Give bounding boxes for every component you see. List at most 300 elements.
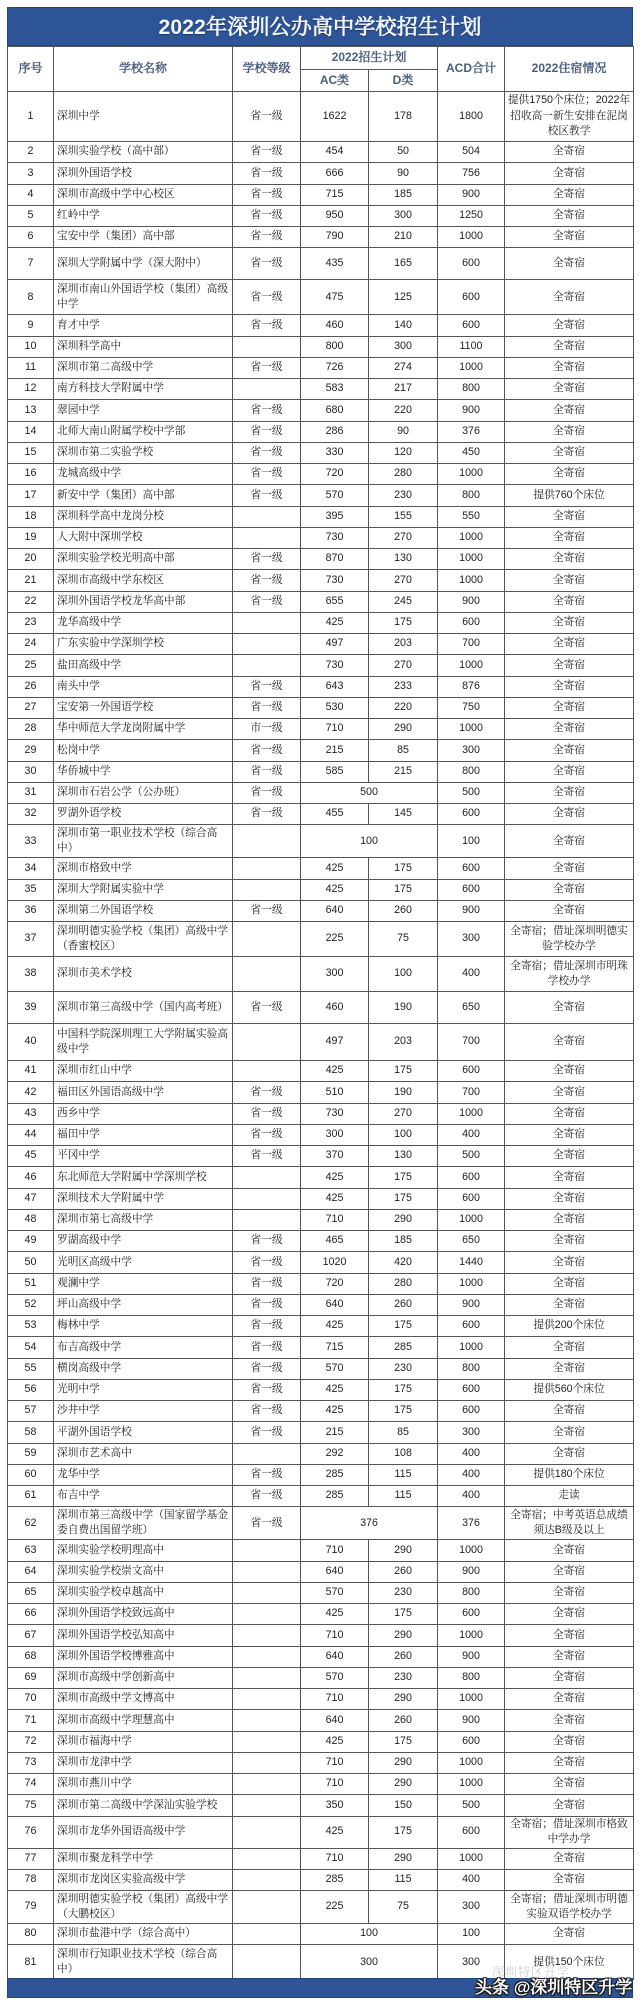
cell-school-level xyxy=(233,655,301,676)
table-row xyxy=(8,163,634,184)
cell-school-name: 深圳市龙华外国语高级中学 xyxy=(54,1816,233,1848)
cell-d: 85 xyxy=(369,1422,438,1443)
cell-school-name: 宝安中学（集团）高中部 xyxy=(54,227,233,248)
cell-school-name: 深圳外国语学校龙华高中部 xyxy=(54,591,233,612)
cell-accommodation: 全寄宿 xyxy=(505,1209,634,1230)
cell-ac: 425 xyxy=(301,879,369,900)
table-row xyxy=(8,1358,634,1379)
table-row xyxy=(8,357,634,378)
cell-index: 50 xyxy=(8,1252,54,1273)
header-d: D类 xyxy=(369,70,438,92)
cell-accommodation: 全寄宿 xyxy=(505,1869,634,1890)
cell-d: 175 xyxy=(369,858,438,879)
cell-acd-total: 600 xyxy=(438,1188,505,1209)
cell-accommodation: 全寄宿；借址深圳市格致中学办学 xyxy=(505,1816,634,1848)
cell-ac: 730 xyxy=(301,527,369,548)
cell-d: 220 xyxy=(369,400,438,421)
cell-index: 35 xyxy=(8,879,54,900)
cell-index: 76 xyxy=(8,1816,54,1848)
cell-ac: 790 xyxy=(301,227,369,248)
cell-acd-total: 1800 xyxy=(438,92,505,142)
table-row xyxy=(8,992,634,1024)
cell-ac: 585 xyxy=(301,761,369,782)
cell-school-level: 省一级 xyxy=(233,1273,301,1294)
cell-school-level xyxy=(233,922,301,957)
cell-school-level: 省一级 xyxy=(233,1379,301,1400)
cell-index: 80 xyxy=(8,1924,54,1945)
table-row xyxy=(8,1082,634,1103)
cell-school-name: 广东实验中学深圳学校 xyxy=(54,634,233,655)
cell-d: 100 xyxy=(369,1124,438,1145)
cell-accommodation: 全寄宿 xyxy=(505,992,634,1024)
table-row xyxy=(8,379,634,400)
cell-ac: 720 xyxy=(301,464,369,485)
cell-acd-total: 900 xyxy=(438,184,505,205)
cell-accommodation: 全寄宿 xyxy=(505,205,634,226)
cell-d: 260 xyxy=(369,1294,438,1315)
cell-school-level: 省一级 xyxy=(233,1316,301,1337)
cell-school-name: 深圳市美术学校 xyxy=(54,957,233,992)
table-row xyxy=(8,655,634,676)
cell-ac: 570 xyxy=(301,1358,369,1379)
cell-school-name: 深圳市第二高级中学 xyxy=(54,357,233,378)
cell-d: 290 xyxy=(369,1540,438,1561)
cell-index: 41 xyxy=(8,1061,54,1082)
cell-accommodation: 全寄宿 xyxy=(505,1146,634,1167)
cell-ac: 640 xyxy=(301,900,369,921)
cell-acd-total: 400 xyxy=(438,1124,505,1145)
cell-d: 185 xyxy=(369,184,438,205)
cell-accommodation: 全寄宿 xyxy=(505,1443,634,1464)
cell-school-level: 省一级 xyxy=(233,761,301,782)
cell-school-name: 深圳市南山外国语学校（集团）高级中学 xyxy=(54,280,233,315)
cell-d: 178 xyxy=(369,92,438,142)
cell-acd-total: 1000 xyxy=(438,1774,505,1795)
cell-ac: 730 xyxy=(301,1103,369,1124)
cell-school-level: 省一级 xyxy=(233,1507,301,1540)
cell-d: 230 xyxy=(369,485,438,506)
cell-school-name: 深圳市盐港中学（综合高中） xyxy=(54,1924,233,1945)
cell-accommodation: 全寄宿 xyxy=(505,697,634,718)
cell-school-name: 深圳市高级中学理慧高中 xyxy=(54,1710,233,1731)
cell-school-level xyxy=(233,612,301,633)
cell-ac: 530 xyxy=(301,697,369,718)
cell-school-level: 省一级 xyxy=(233,804,301,825)
cell-accommodation: 全寄宿 xyxy=(505,1401,634,1422)
cell-ac: 215 xyxy=(301,1422,369,1443)
header-index: 序号 xyxy=(8,47,54,92)
cell-school-level xyxy=(233,879,301,900)
cell-d: 230 xyxy=(369,1582,438,1603)
cell-index: 49 xyxy=(8,1231,54,1252)
cell-ac: 300 xyxy=(301,957,369,992)
cell-index: 24 xyxy=(8,634,54,655)
cell-ac: 710 xyxy=(301,1540,369,1561)
cell-d: 175 xyxy=(369,879,438,900)
cell-ac: 715 xyxy=(301,184,369,205)
cell-school-name: 深圳实验学校卓越高中 xyxy=(54,1582,233,1603)
cell-accommodation: 全寄宿 xyxy=(505,591,634,612)
cell-accommodation: 全寄宿 xyxy=(505,655,634,676)
table-row xyxy=(8,804,634,825)
table-row xyxy=(8,1443,634,1464)
cell-acd-total: 900 xyxy=(438,900,505,921)
table-row xyxy=(8,315,634,336)
cell-acd-total: 600 xyxy=(438,1316,505,1337)
cell-ac: 395 xyxy=(301,506,369,527)
table-row xyxy=(8,1294,634,1315)
cell-school-level xyxy=(233,1891,301,1924)
cell-index: 8 xyxy=(8,280,54,315)
cell-index: 23 xyxy=(8,612,54,633)
cell-d: 290 xyxy=(369,1209,438,1230)
cell-acd-total: 1000 xyxy=(438,570,505,591)
enrollment-table xyxy=(7,46,634,1980)
cell-d: 155 xyxy=(369,506,438,527)
cell-d: 130 xyxy=(369,549,438,570)
cell-accommodation: 提供200个床位 xyxy=(505,1316,634,1337)
cell-accommodation: 全寄宿 xyxy=(505,1710,634,1731)
source-watermark: 头条 @深圳特区升学 xyxy=(475,1978,633,1997)
cell-index: 6 xyxy=(8,227,54,248)
cell-d: 260 xyxy=(369,1710,438,1731)
cell-acd-total: 700 xyxy=(438,1024,505,1061)
cell-acd-total: 600 xyxy=(438,879,505,900)
cell-accommodation: 提供150个床位 xyxy=(505,1945,634,1980)
cell-school-name: 沙井中学 xyxy=(54,1401,233,1422)
cell-school-name: 深圳市龙津中学 xyxy=(54,1752,233,1773)
cell-ac-d-combined: 100 xyxy=(301,825,438,858)
cell-d: 125 xyxy=(369,280,438,315)
cell-acd-total: 500 xyxy=(438,1795,505,1816)
cell-school-name: 松岗中学 xyxy=(54,740,233,761)
table-row xyxy=(8,1422,634,1443)
cell-d: 220 xyxy=(369,697,438,718)
cell-school-level: 省一级 xyxy=(233,1146,301,1167)
cell-school-level xyxy=(233,1582,301,1603)
cell-index: 58 xyxy=(8,1422,54,1443)
cell-ac: 460 xyxy=(301,315,369,336)
cell-ac: 710 xyxy=(301,1209,369,1230)
cell-accommodation: 全寄宿 xyxy=(505,1774,634,1795)
table-row xyxy=(8,1464,634,1485)
cell-accommodation: 全寄宿 xyxy=(505,442,634,463)
table-row xyxy=(8,421,634,442)
cell-acd-total: 1440 xyxy=(438,1252,505,1273)
cell-school-level xyxy=(233,1646,301,1667)
cell-acd-total: 100 xyxy=(438,825,505,858)
cell-acd-total: 800 xyxy=(438,1358,505,1379)
table-row xyxy=(8,1146,634,1167)
cell-ac: 640 xyxy=(301,1561,369,1582)
cell-school-level xyxy=(233,1848,301,1869)
cell-school-level: 省一级 xyxy=(233,442,301,463)
cell-accommodation: 提供180个床位 xyxy=(505,1464,634,1485)
cell-ac: 710 xyxy=(301,719,369,740)
cell-ac: 225 xyxy=(301,1891,369,1924)
cell-school-name: 光明中学 xyxy=(54,1379,233,1400)
cell-accommodation: 全寄宿 xyxy=(505,248,634,280)
cell-school-name: 深圳市艺术高中 xyxy=(54,1443,233,1464)
cell-d: 75 xyxy=(369,922,438,957)
cell-acd-total: 300 xyxy=(438,740,505,761)
cell-index: 36 xyxy=(8,900,54,921)
cell-index: 70 xyxy=(8,1689,54,1710)
table-row xyxy=(8,1561,634,1582)
table-row xyxy=(8,612,634,633)
cell-index: 38 xyxy=(8,957,54,992)
cell-accommodation: 全寄宿 xyxy=(505,280,634,315)
cell-d: 175 xyxy=(369,1604,438,1625)
cell-accommodation: 全寄宿 xyxy=(505,142,634,163)
cell-acd-total: 600 xyxy=(438,1401,505,1422)
cell-acd-total: 800 xyxy=(438,1667,505,1688)
cell-school-name: 深圳市高级中学创新高中 xyxy=(54,1667,233,1688)
table-row xyxy=(8,442,634,463)
cell-d: 274 xyxy=(369,357,438,378)
cell-ac: 710 xyxy=(301,1848,369,1869)
table-row xyxy=(8,782,634,803)
cell-d: 215 xyxy=(369,761,438,782)
cell-accommodation: 全寄宿 xyxy=(505,634,634,655)
cell-acd-total: 1000 xyxy=(438,1103,505,1124)
cell-school-level xyxy=(233,1774,301,1795)
cell-school-name: 深圳科学高中 xyxy=(54,336,233,357)
cell-school-level: 省一级 xyxy=(233,1252,301,1273)
table-row xyxy=(8,1337,634,1358)
cell-accommodation: 全寄宿 xyxy=(505,400,634,421)
cell-ac: 330 xyxy=(301,442,369,463)
cell-d: 50 xyxy=(369,142,438,163)
cell-school-name: 宝安第一外国语学校 xyxy=(54,697,233,718)
cell-d: 217 xyxy=(369,379,438,400)
cell-acd-total: 400 xyxy=(438,1464,505,1485)
table-row xyxy=(8,464,634,485)
cell-school-level xyxy=(233,1167,301,1188)
table-row xyxy=(8,142,634,163)
cell-d: 230 xyxy=(369,1667,438,1688)
cell-school-level: 省一级 xyxy=(233,1082,301,1103)
cell-accommodation: 全寄宿 xyxy=(505,1124,634,1145)
cell-accommodation: 全寄宿 xyxy=(505,1024,634,1061)
cell-school-level xyxy=(233,1604,301,1625)
cell-ac: 710 xyxy=(301,1752,369,1773)
cell-school-level: 省一级 xyxy=(233,1464,301,1485)
cell-d: 290 xyxy=(369,1625,438,1646)
cell-acd-total: 1000 xyxy=(438,1625,505,1646)
table-row xyxy=(8,1540,634,1561)
cell-ac: 225 xyxy=(301,922,369,957)
cell-ac: 285 xyxy=(301,1464,369,1485)
cell-index: 68 xyxy=(8,1646,54,1667)
cell-ac: 680 xyxy=(301,400,369,421)
table-row xyxy=(8,1869,634,1890)
cell-d: 270 xyxy=(369,655,438,676)
table-row xyxy=(8,1061,634,1082)
cell-ac: 350 xyxy=(301,1795,369,1816)
table-row xyxy=(8,248,634,280)
cell-school-level xyxy=(233,1667,301,1688)
cell-index: 25 xyxy=(8,655,54,676)
table-row xyxy=(8,825,634,858)
cell-d: 175 xyxy=(369,1379,438,1400)
cell-school-name: 深圳市格致中学 xyxy=(54,858,233,879)
cell-ac: 570 xyxy=(301,1667,369,1688)
cell-school-name: 盐田高级中学 xyxy=(54,655,233,676)
cell-index: 11 xyxy=(8,357,54,378)
cell-acd-total: 1000 xyxy=(438,1273,505,1294)
cell-ac: 510 xyxy=(301,1082,369,1103)
cell-school-level: 省一级 xyxy=(233,697,301,718)
table-row xyxy=(8,1167,634,1188)
cell-acd-total: 500 xyxy=(438,782,505,803)
cell-acd-total: 800 xyxy=(438,761,505,782)
table-row xyxy=(8,957,634,992)
cell-school-level xyxy=(233,1443,301,1464)
cell-school-name: 深圳第二外国语学校 xyxy=(54,900,233,921)
cell-accommodation: 全寄宿 xyxy=(505,357,634,378)
cell-d: 290 xyxy=(369,1774,438,1795)
cell-index: 61 xyxy=(8,1486,54,1507)
cell-index: 77 xyxy=(8,1848,54,1869)
cell-acd-total: 600 xyxy=(438,858,505,879)
cell-accommodation: 全寄宿 xyxy=(505,900,634,921)
cell-school-name: 深圳市龙岗区实验高级中学 xyxy=(54,1869,233,1890)
cell-school-name: 深圳市高级中学中心校区 xyxy=(54,184,233,205)
cell-school-level: 省一级 xyxy=(233,549,301,570)
cell-ac: 640 xyxy=(301,1646,369,1667)
cell-school-level: 省一级 xyxy=(233,464,301,485)
cell-d: 175 xyxy=(369,1167,438,1188)
cell-school-level: 省一级 xyxy=(233,421,301,442)
table-row xyxy=(8,1024,634,1061)
cell-acd-total: 600 xyxy=(438,315,505,336)
cell-d: 108 xyxy=(369,1443,438,1464)
cell-d: 300 xyxy=(369,336,438,357)
cell-school-level xyxy=(233,1209,301,1230)
cell-accommodation: 全寄宿 xyxy=(505,1231,634,1252)
cell-school-name: 南方科技大学附属中学 xyxy=(54,379,233,400)
cell-school-level: 省一级 xyxy=(233,782,301,803)
cell-accommodation: 全寄宿 xyxy=(505,719,634,740)
table-row xyxy=(8,184,634,205)
cell-school-name: 深圳科学高中龙岗分校 xyxy=(54,506,233,527)
cell-school-name: 深圳中学 xyxy=(54,92,233,142)
cell-accommodation: 全寄宿；中考英语总成绩须达B级及以上 xyxy=(505,1507,634,1540)
cell-school-level: 省一级 xyxy=(233,1486,301,1507)
cell-school-level xyxy=(233,825,301,858)
cell-d: 300 xyxy=(369,205,438,226)
cell-index: 15 xyxy=(8,442,54,463)
cell-d: 290 xyxy=(369,1752,438,1773)
table-row xyxy=(8,1891,634,1924)
cell-school-name: 深圳市红山中学 xyxy=(54,1061,233,1082)
cell-index: 47 xyxy=(8,1188,54,1209)
cell-ac: 640 xyxy=(301,1294,369,1315)
cell-ac: 425 xyxy=(301,1316,369,1337)
cell-school-name: 红岭中学 xyxy=(54,205,233,226)
cell-index: 19 xyxy=(8,527,54,548)
cell-school-level xyxy=(233,1731,301,1752)
cell-d: 75 xyxy=(369,1891,438,1924)
header-ac: AC类 xyxy=(301,70,369,92)
table-row xyxy=(8,570,634,591)
cell-index: 44 xyxy=(8,1124,54,1145)
table-row xyxy=(8,1604,634,1625)
cell-accommodation: 全寄宿 xyxy=(505,782,634,803)
cell-ac-d-combined: 376 xyxy=(301,1507,438,1540)
cell-ac: 425 xyxy=(301,1604,369,1625)
cell-school-name: 东北师范大学附属中学深圳学校 xyxy=(54,1167,233,1188)
cell-accommodation: 全寄宿 xyxy=(505,379,634,400)
cell-index: 1 xyxy=(8,92,54,142)
cell-school-level xyxy=(233,1945,301,1980)
cell-acd-total: 300 xyxy=(438,922,505,957)
cell-ac: 475 xyxy=(301,280,369,315)
cell-ac: 215 xyxy=(301,740,369,761)
cell-ac: 425 xyxy=(301,1167,369,1188)
cell-index: 48 xyxy=(8,1209,54,1230)
cell-index: 39 xyxy=(8,992,54,1024)
cell-school-level: 省一级 xyxy=(233,1422,301,1443)
cell-d: 203 xyxy=(369,1024,438,1061)
cell-accommodation: 全寄宿 xyxy=(505,1358,634,1379)
cell-ac-d-combined: 300 xyxy=(301,1945,438,1980)
cell-school-level xyxy=(233,858,301,879)
cell-school-name: 深圳市石岩公学（公办班） xyxy=(54,782,233,803)
cell-school-name: 福田区外国语高级中学 xyxy=(54,1082,233,1103)
cell-school-name: 深圳外国语学校弘知高中 xyxy=(54,1625,233,1646)
cell-acd-total: 600 xyxy=(438,248,505,280)
cell-ac: 286 xyxy=(301,421,369,442)
cell-accommodation: 全寄宿 xyxy=(505,1188,634,1209)
cell-accommodation: 全寄宿 xyxy=(505,1604,634,1625)
cell-acd-total: 1000 xyxy=(438,357,505,378)
cell-school-name: 坪山高级中学 xyxy=(54,1294,233,1315)
cell-acd-total: 1000 xyxy=(438,1540,505,1561)
cell-acd-total: 1000 xyxy=(438,719,505,740)
cell-school-name: 中国科学院深圳理工大学附属实验高级中学 xyxy=(54,1024,233,1061)
cell-index: 2 xyxy=(8,142,54,163)
cell-school-level xyxy=(233,1924,301,1945)
cell-accommodation: 全寄宿 xyxy=(505,1540,634,1561)
cell-school-name: 龙城高级中学 xyxy=(54,464,233,485)
cell-acd-total: 300 xyxy=(438,1422,505,1443)
cell-accommodation: 全寄宿 xyxy=(505,1582,634,1603)
cell-school-name: 深圳实验学校崇文高中 xyxy=(54,1561,233,1582)
cell-school-level: 省一级 xyxy=(233,1337,301,1358)
cell-accommodation: 全寄宿 xyxy=(505,1731,634,1752)
cell-school-name: 深圳市第七高级中学 xyxy=(54,1209,233,1230)
cell-ac: 425 xyxy=(301,1401,369,1422)
cell-d: 140 xyxy=(369,315,438,336)
cell-acd-total: 900 xyxy=(438,1561,505,1582)
cell-index: 51 xyxy=(8,1273,54,1294)
cell-index: 26 xyxy=(8,676,54,697)
cell-acd-total: 900 xyxy=(438,1294,505,1315)
cell-index: 3 xyxy=(8,163,54,184)
cell-school-level xyxy=(233,1561,301,1582)
cell-school-name: 翠园中学 xyxy=(54,400,233,421)
table-row xyxy=(8,227,634,248)
cell-accommodation: 全寄宿 xyxy=(505,1337,634,1358)
cell-d: 190 xyxy=(369,992,438,1024)
cell-acd-total: 600 xyxy=(438,1379,505,1400)
cell-ac: 720 xyxy=(301,1273,369,1294)
cell-school-level: 省一级 xyxy=(233,400,301,421)
cell-ac: 460 xyxy=(301,992,369,1024)
cell-acd-total: 1000 xyxy=(438,527,505,548)
